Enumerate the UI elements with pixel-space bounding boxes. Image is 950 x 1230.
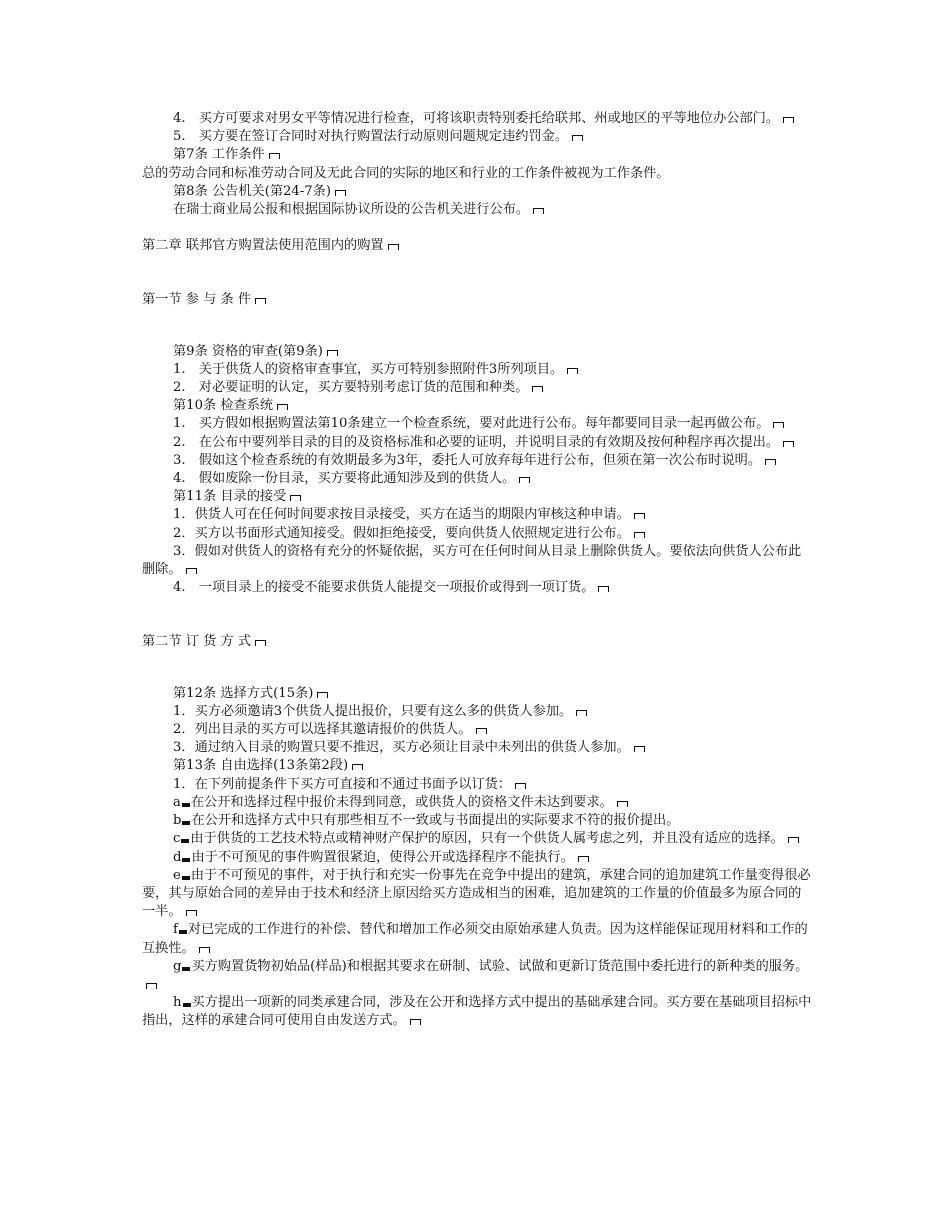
paragraph-mark-icon [290, 495, 301, 501]
paragraph-mark-icon [783, 441, 794, 447]
paragraph-mark-icon [598, 586, 609, 592]
article-heading: 第12条 选择方式(15条) [142, 685, 812, 703]
list-item: h 买方提出一项新的同类承建合同，涉及在公开和选择方式中提出的基础承建合同。买方要在基础项目招标中指出，这样的承建合同可使用自由发送方式。 [142, 995, 812, 1029]
bullet-mark-icon [182, 967, 190, 971]
paragraph-mark-icon [783, 117, 794, 123]
bullet-mark-icon [181, 839, 189, 843]
paragraph-mark-icon [327, 350, 338, 356]
list-item: c 由于供货的工艺技术特点或精神财产保护的原因，只有一个供货人属考虑之列，并且没有适应的选择。 [142, 830, 812, 848]
paragraph: 1. 买方假如根据购置法第10条建立一个检查系统，要对此进行公布。每年都要同目录一起再做公布。 [142, 415, 812, 433]
paragraph-mark-icon [388, 244, 399, 250]
paragraph: 4. 买方可要求对男女平等情况进行检查，可将该职责特别委托给联邦、州或地区的平等地位办公部门。 [142, 110, 812, 128]
list-item: e 由于不可预见的事件，对于执行和充实一份事先在竞争中提出的建筑，承建合同的追加建筑工作量变得很必要，其与原始合同的差异由于技术和经济上原因给买方造成相当的困难，追加建筑的工作量的价值最多为原合同的一半。 [142, 867, 811, 920]
article-heading: 第10条 检查系统 [142, 397, 812, 415]
paragraph-mark-icon [277, 404, 288, 410]
bullet-mark-icon [182, 876, 190, 880]
paragraph-mark-icon [533, 208, 544, 214]
paragraph-mark-icon [532, 386, 543, 392]
paragraph-mark-icon [476, 728, 487, 734]
bullet-mark-icon [182, 858, 190, 862]
paragraph-mark-icon [317, 692, 328, 698]
paragraph-mark-icon [410, 1019, 421, 1025]
bullet-mark-icon [182, 821, 190, 825]
paragraph-mark-icon [255, 640, 266, 646]
paragraph-mark-icon [617, 801, 628, 807]
paragraph-mark-icon [519, 477, 530, 483]
paragraph-mark-icon [634, 513, 645, 519]
paragraph-mark-icon [186, 910, 197, 916]
paragraph-mark-icon [634, 746, 645, 752]
paragraph: 2．列出目录的买方可以选择其邀请报价的供货人。 [142, 721, 812, 739]
paragraph-mark-icon [572, 135, 583, 141]
paragraph-mark-icon [773, 422, 784, 428]
paragraph: 3. 假如这个检查系统的有效期最多为3年，委托人可放弃每年进行公布，但须在第一次公布时说明。 [142, 452, 812, 470]
document-body [142, 110, 812, 1031]
paragraph-mark-icon [146, 983, 157, 989]
article-heading: 第9条 资格的审查(第9条) [142, 343, 812, 361]
paragraph: 4. 假如废除一份目录，买方要将此通知涉及到的供货人。 [142, 470, 812, 488]
paragraph-mark-icon [578, 856, 589, 862]
paragraph: 2. 在公布中要列举目录的目的及资格标准和必要的证明，并说明目录的有效期及按何种程序再次提出。 [142, 434, 812, 452]
paragraph: 1．供货人可在任何时间要求按目录接受，买方在适当的期限内审核这种申请。 [142, 506, 812, 524]
paragraph-mark-icon [255, 298, 266, 304]
paragraph: 3．通过纳入目录的购置只要不推迟，买方必须让目录中未列出的供货人参加。 [142, 739, 812, 757]
paragraph: 总的劳动合同和标准劳动合同及无此合同的实际的地区和行业的工作条件被视为工作条件。 [142, 165, 670, 181]
article-heading: 第8条 公告机关(第24-7条) [142, 183, 812, 201]
paragraph: 3．假如对供货人的资格有充分的怀疑依据，买方可在任何时间从目录上删除供货人。要依法向供货人公布此删除。 [142, 543, 802, 578]
paragraph: 在瑞士商业局公报和根据国际协议所设的公告机关进行公布。 [142, 201, 812, 219]
bullet-mark-icon [182, 803, 190, 807]
chapter-heading: 第二章 联邦官方购置法使用范围内的购置 [142, 237, 812, 255]
section-heading: 第二节 订 货 方 式 [142, 633, 812, 651]
paragraph-mark-icon [515, 783, 526, 789]
article-heading: 第7条 工作条件 [142, 146, 812, 164]
paragraph-mark-icon [335, 190, 346, 196]
paragraph-mark-icon [352, 764, 363, 770]
paragraph: 1．买方必须邀请3个供货人提出报价，只要有这么多的供货人参加。 [142, 703, 812, 721]
paragraph-mark-icon [186, 568, 197, 574]
paragraph: 1. 关于供货人的资格审查事宜，买方可特别参照附件3所列项目。 [142, 361, 812, 379]
article-heading: 第13条 自由选择(13条第2段) [142, 757, 812, 775]
paragraph-mark-icon [567, 368, 578, 374]
list-item: b 在公开和选择方式中只有那些相互不一致或与书面提出的实际要求不符的报价提出。 [173, 813, 680, 829]
bullet-mark-icon [179, 930, 187, 934]
list-item: g 买方购置货物初始品(样品)和根据其要求在研制、试验、试做和更新订货范围中委托进行的新种类的服务。 [142, 958, 812, 994]
paragraph-mark-icon [269, 153, 280, 159]
list-item: d 由于不可预见的事件购置很紧迫，使得公开或选择程序不能执行。 [142, 849, 812, 867]
paragraph-mark-icon [634, 532, 645, 538]
paragraph: 2. 对必要证明的认定，买方要特别考虑订货的范围和种类。 [142, 379, 812, 397]
paragraph-mark-icon [765, 459, 776, 465]
article-heading: 第11条 目录的接受 [142, 488, 812, 506]
paragraph: 4. 一项目录上的接受不能要求供货人能提交一项报价或得到一项订货。 [142, 579, 812, 597]
paragraph: 1．在下列前提条件下买方可直接和不通过书面予以订货： [142, 776, 812, 794]
paragraph: 5. 买方要在签订合同时对执行购置法行动原则问题规定违约罚金。 [142, 128, 812, 146]
paragraph-mark-icon [788, 837, 799, 843]
paragraph-mark-icon [576, 710, 587, 716]
paragraph-mark-icon [199, 947, 210, 953]
bullet-mark-icon [183, 1003, 191, 1007]
paragraph: 2．买方以书面形式通知接受。假如拒绝接受，要向供货人依照规定进行公布。 [142, 525, 812, 543]
list-item: f 对已完成的工作进行的补偿、替代和增加工作必须交由原始承建人负责。因为这样能保证现用材料和工作的互换性。 [142, 922, 808, 956]
section-heading: 第一节 参 与 条 件 [142, 291, 812, 309]
list-item: a 在公开和选择过程中报价未得到同意，或供货人的资格文件未达到要求。 [142, 794, 812, 812]
